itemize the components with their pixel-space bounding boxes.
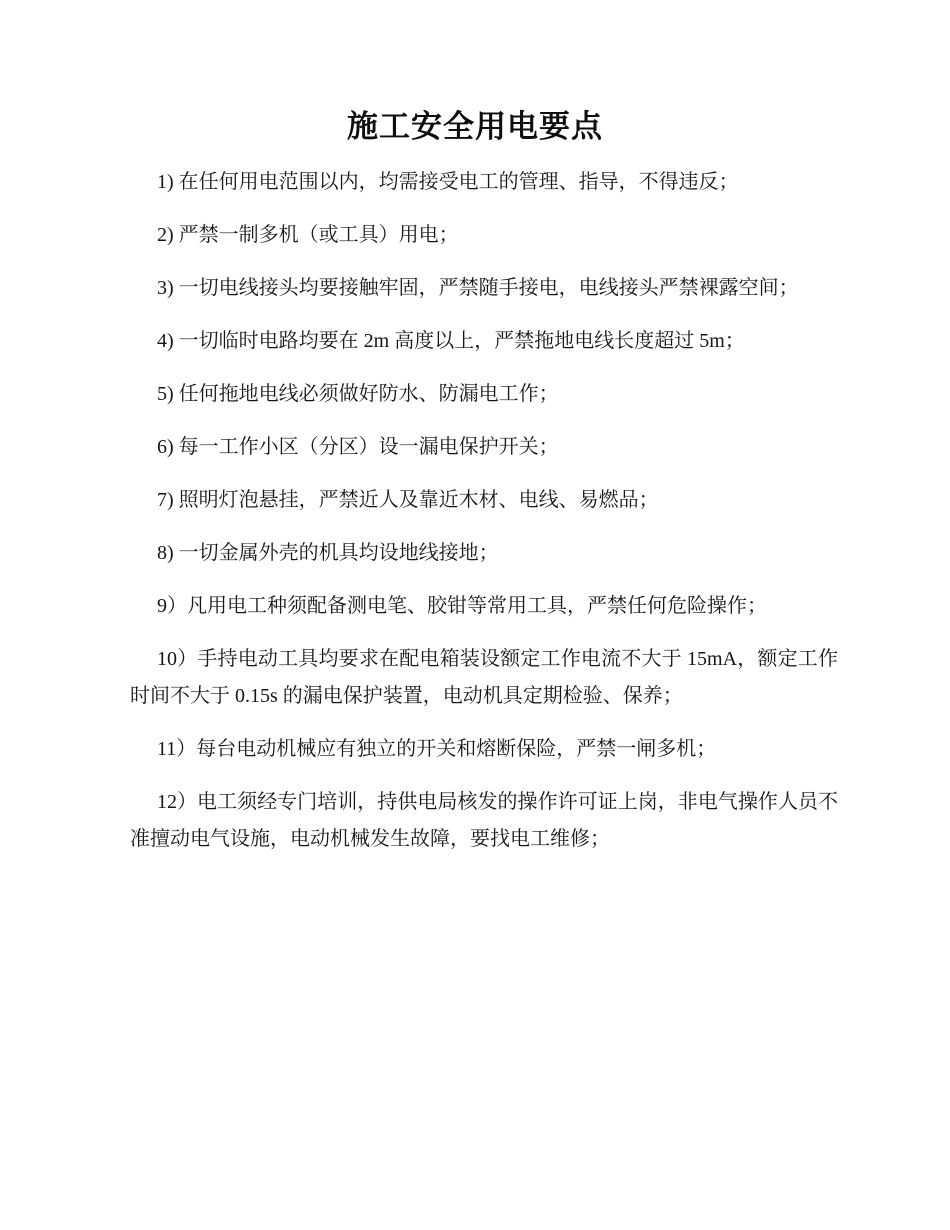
list-item-3: 3) 一切电线接头均要接触牢固，严禁随手接电，电线接头严禁裸露空间； — [157, 277, 799, 299]
list-item-10: 10）手持电动工具均要求在配电箱装设额定工作电流不大于 15mA，额定工作时间不大于 0.15s 的漏电保护装置，电动机具定期检验、保养； — [130, 648, 838, 707]
list-item-9: 9）凡用电工种须配备测电笔、胶钳等常用工具，严禁任何危险操作； — [157, 595, 767, 617]
list-item-4: 4) 一切临时电路均要在 2m 高度以上，严禁拖地电线长度超过 5m； — [157, 330, 745, 352]
list-item-5: 5) 任何拖地电线必须做好防水、防漏电工作； — [157, 383, 559, 405]
list-item-12: 12）电工须经专门培训，持供电局核发的操作许可证上岗，非电气操作人员不准擅动电气设施，电动机械发生故障，要找电工维修； — [130, 791, 838, 850]
list-item-1: 1) 在任何用电范围以内，均需接受电工的管理、指导，不得违反； — [157, 171, 739, 193]
list-item-2: 2) 严禁一制多机（或工具）用电； — [157, 224, 459, 246]
document-body — [130, 164, 838, 858]
list-item-8: 8) 一切金属外壳的机具均设地线接地； — [157, 542, 499, 564]
page-title: 施工安全用电要点 — [347, 109, 603, 144]
list-item-7: 7) 照明灯泡悬挂，严禁近人及靠近木材、电线、易燃品； — [157, 489, 659, 511]
list-item-6: 6) 每一工作小区（分区）设一漏电保护开关； — [157, 436, 559, 458]
list-item-11: 11）每台电动机械应有独立的开关和熔断保险，严禁一闸多机； — [157, 738, 717, 760]
